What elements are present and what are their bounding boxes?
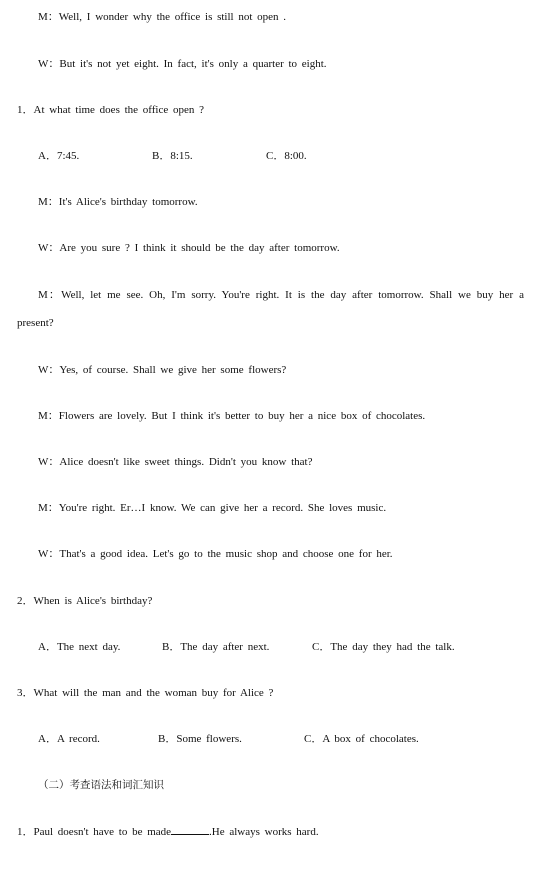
dialogue-line-continued: present?: [17, 317, 54, 329]
q2-option-b: B．The day after next.: [162, 641, 270, 653]
dialogue-line: W：Are you sure ? I think it should be the day after tomorrow.: [38, 242, 340, 254]
dialogue-line: M：Well, let me see. Oh, I'm sorry. You're right. It is the day after tomorrow. Shall we buy her a: [38, 289, 524, 301]
grammar-q1-text-before: 1．Paul doesn't have to be made: [17, 826, 172, 838]
grammar-q1-text-after: .He always works hard.: [209, 826, 319, 838]
dialogue-line: W：That's a good idea. Let's go to the music shop and choose one for her.: [38, 548, 393, 560]
answer-blank: [171, 824, 209, 835]
q3-option-c: C．A box of chocolates.: [304, 733, 419, 745]
q1-option-c: C．8:00.: [266, 150, 307, 162]
question-1: 1．At what time does the office open ?: [17, 104, 204, 116]
q3-option-a: A．A record.: [38, 733, 100, 745]
q3-option-b: B．Some flowers.: [158, 733, 242, 745]
dialogue-line: W：But it's not yet eight. In fact, it's only a quarter to eight.: [38, 58, 327, 70]
q1-option-b: B．8:15.: [152, 150, 193, 162]
question-3: 3．What will the man and the woman buy for Alice ?: [17, 687, 274, 699]
dialogue-line: W：Alice doesn't like sweet things. Didn't you know that?: [38, 456, 313, 468]
dialogue-line: M：Flowers are lovely. But I think it's better to buy her a nice box of chocolates.: [38, 410, 426, 422]
q2-option-c: C．The day they had the talk.: [312, 641, 455, 653]
q2-option-a: A．The next day.: [38, 641, 121, 653]
question-2: 2．When is Alice's birthday?: [17, 595, 153, 607]
grammar-question-1: [17, 824, 319, 839]
q1-option-a: A．7:45.: [38, 150, 80, 162]
dialogue-line: M：Well, I wonder why the office is still not open .: [38, 11, 287, 23]
dialogue-line: W：Yes, of course. Shall we give her some flowers?: [38, 364, 287, 376]
dialogue-line: M：It's Alice's birthday tomorrow.: [38, 196, 198, 208]
section-heading: （二）考查语法和词汇知识: [38, 779, 164, 791]
dialogue-line: M：You're right. Er…I know. We can give her a record. She loves music.: [38, 502, 387, 514]
